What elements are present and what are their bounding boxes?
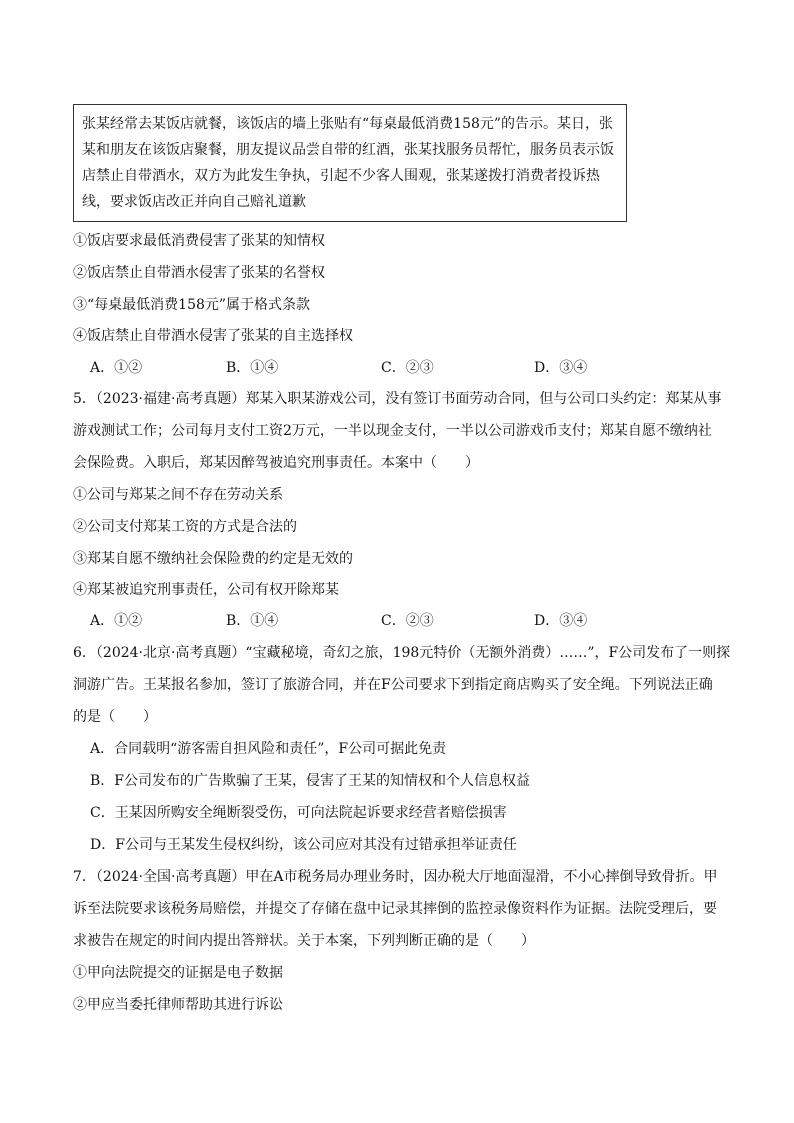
q7-stem-line-3: 求被告在规定的时间内提出答辩状。关于本案，下列判断正确的是（ ） (73, 933, 535, 949)
q5-stem-line-3: 会保险费。入职后，郑某因醉驾被追究刑事责任。本案中（ ） (73, 455, 479, 471)
q6-option-a[interactable]: A．合同载明“游客需自担风险和责任”，F公司可据此免责 (90, 741, 447, 757)
q6-option-d[interactable]: D．F公司与王某发生侵权纠纷，该公司应对其没有过错承担举证责任 (90, 837, 517, 853)
q5-option-b[interactable]: B．①④ (226, 613, 279, 629)
q5-statement-2: ②公司支付郑某工资的方式是合法的 (73, 519, 297, 535)
q5-option-c[interactable]: C．②③ (381, 613, 434, 629)
q4-option-b[interactable]: B．①④ (226, 360, 279, 376)
q7-statement-2: ②甲应当委托律师帮助其进行诉讼 (73, 997, 283, 1013)
q4-option-d[interactable]: D．③④ (534, 360, 588, 376)
q5-stem-line-2: 游戏测试工作；公司每月支付工资2万元，一半以现金支付，一半以公司游戏币支付；郑某自愿不缴纳社 (73, 423, 712, 439)
q6-stem-line-2: 洞游广告。王某报名参加，签订了旅游合同，并在F公司要求下到指定商店购买了安全绳。下列说法正确 (73, 677, 713, 693)
q5-option-d[interactable]: D．③④ (534, 613, 588, 629)
q4-statement-3: ③“每桌最低消费158元”属于格式条款 (73, 297, 311, 313)
q5-stem-line-1: 5．（2023·福建·高考真题）郑某入职某游戏公司，没有签订书面劳动合同，但与公司口头约定：郑某从事 (73, 391, 722, 407)
q4-statement-1: ①饭店要求最低消费侵害了张某的知情权 (73, 233, 325, 249)
q6-option-c[interactable]: C．王某因所购安全绳断裂受伤，可向法院起诉要求经营者赔偿损害 (90, 805, 507, 821)
q5-statement-1: ①公司与郑某之间不存在劳动关系 (73, 487, 283, 503)
q7-stem-line-1: 7．（2024·全国·高考真题）甲在A市税务局办理业务时，因办税大厅地面湿滑，不小心摔倒导致骨折。甲 (73, 869, 718, 885)
q6-stem-line-1: 6．（2024·北京·高考真题）“宝藏秘境，奇幻之旅，198元特价（无额外消费）……”，F公司发布了一则探 (73, 645, 731, 661)
q4-option-c[interactable]: C．②③ (381, 360, 434, 376)
q6-stem-line-3: 的是（ ） (73, 709, 157, 725)
q5-statement-4: ④郑某被追究刑事责任，公司有权开除郑某 (73, 582, 339, 598)
q4-statement-2: ②饭店禁止自带酒水侵害了张某的名誉权 (73, 265, 325, 281)
q5-option-a[interactable]: A．①② (90, 613, 143, 629)
q4-statement-4: ④饭店禁止自带酒水侵害了张某的自主选择权 (73, 328, 353, 344)
case-material-box: 张某经常去某饭店就餐，该饭店的墙上张贴有“每桌最低消费158元”的告示。某日，张某和朋友在该饭店聚餐，朋友提议品尝自带的红酒，张某找服务员帮忙，服务员表示饭店禁止自带酒水，双方为此发生争执，引起不少客人围观，张某遂拨打消费者投诉热线，要求饭店改正并向自己赔礼道歉 (73, 104, 627, 222)
q6-option-b[interactable]: B．F公司发布的广告欺骗了王某，侵害了王某的知情权和个人信息权益 (90, 773, 531, 789)
q4-option-a[interactable]: A．①② (90, 360, 143, 376)
q5-statement-3: ③郑某自愿不缴纳社会保险费的约定是无效的 (73, 551, 353, 567)
q7-stem-line-2: 诉至法院要求该税务局赔偿，并提交了存储在盘中记录其摔倒的监控录像资料作为证据。法院受理后，要 (73, 901, 717, 917)
q7-statement-1: ①甲向法院提交的证据是电子数据 (73, 965, 283, 981)
